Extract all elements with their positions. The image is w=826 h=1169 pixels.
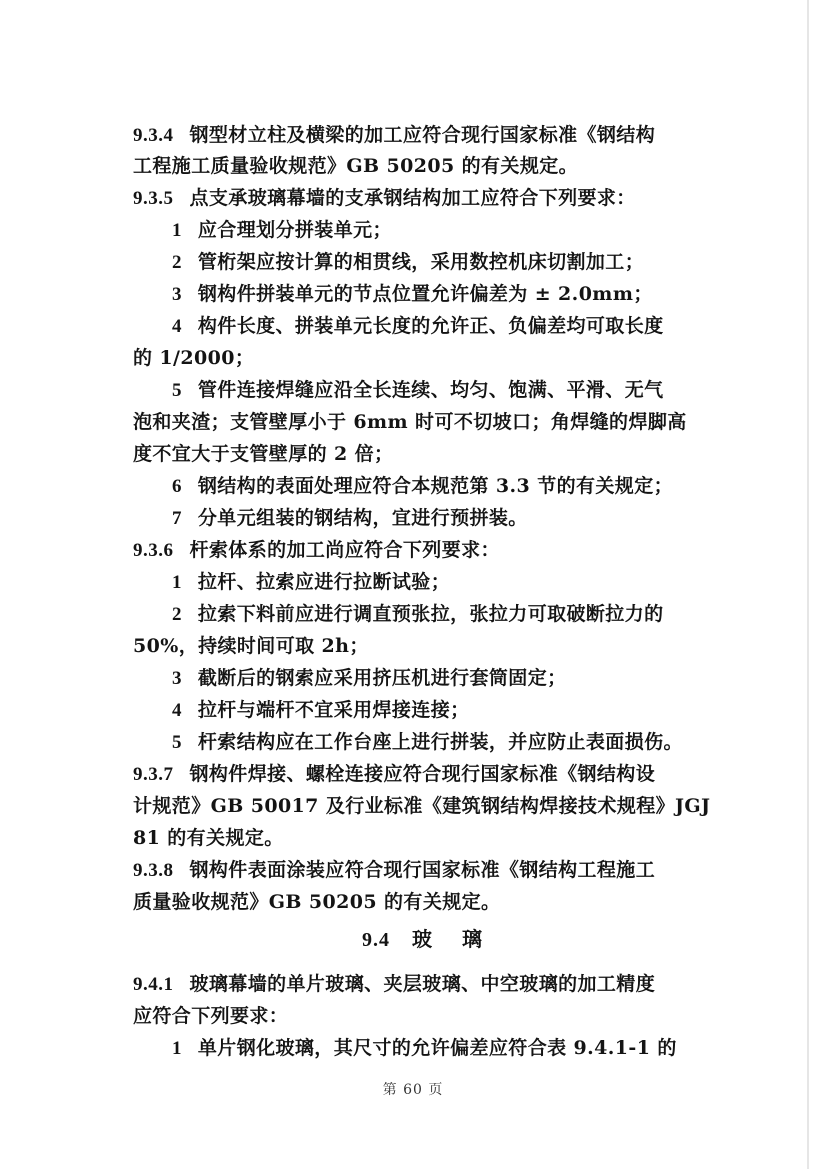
continuation-line	[0, 885, 826, 919]
item-text: 泡和夹渣；支管壁厚小于 6mm 时可不切坡口；角焊缝的焊脚高	[133, 411, 687, 433]
clause-number: 9.4.1	[133, 974, 174, 995]
item-text: 钢结构的表面处理应符合本规范第 3.3 节的有关规定；	[197, 475, 673, 497]
item-number: 1	[172, 1038, 182, 1059]
list-item	[0, 245, 826, 279]
clause-number: 9.3.7	[133, 764, 174, 785]
item-number: 3	[172, 668, 182, 689]
item-number: 3	[172, 284, 182, 305]
continuation-line	[0, 789, 826, 823]
item-number: 6	[172, 476, 182, 497]
clause-9-3-8	[0, 853, 826, 887]
item-number: 4	[172, 700, 182, 721]
continuation-line	[0, 149, 826, 183]
clause-text: 计规范》GB 50017 及行业标准《建筑钢结构焊接技术规程》JGJ	[133, 795, 711, 817]
item-text: 拉索下料前应进行调直预张拉，张拉力可取破断拉力的	[197, 603, 664, 625]
section-title: 玻璃	[412, 927, 512, 951]
clause-9-3-4	[0, 118, 826, 152]
item-text: 截断后的钢索应采用挤压机进行套筒固定；	[197, 667, 567, 689]
clause-text: 点支承玻璃幕墙的支承钢结构加工应符合下列要求：	[189, 187, 636, 209]
continuation-line	[0, 821, 826, 855]
item-number: 4	[172, 316, 182, 337]
item-number: 1	[172, 572, 182, 593]
continuation-line	[0, 999, 826, 1033]
clause-text: 钢型材立柱及横梁的加工应符合现行国家标准《钢结构	[189, 124, 656, 146]
item-text: 拉杆、拉索应进行拉断试验；	[197, 571, 451, 593]
clause-text: 杆索体系的加工尚应符合下列要求：	[189, 539, 500, 561]
section-heading	[0, 921, 826, 957]
item-number: 2	[172, 604, 182, 625]
item-text: 钢构件拼装单元的节点位置允许偏差为 ± 2.0mm；	[197, 283, 653, 305]
item-number: 7	[172, 508, 182, 529]
clause-number: 9.3.6	[133, 540, 174, 561]
clause-9-4-1	[0, 967, 826, 1001]
clause-text: 质量验收规范》GB 50205 的有关规定。	[133, 891, 501, 913]
clause-number: 9.3.4	[133, 125, 174, 146]
clause-text: 玻璃幕墙的单片玻璃、夹层玻璃、中空玻璃的加工精度	[189, 973, 656, 995]
item-number: 2	[172, 252, 182, 273]
item-text: 拉杆与端杆不宜采用焊接连接；	[197, 699, 470, 721]
clause-text: 81 的有关规定。	[133, 827, 284, 849]
clause-9-3-6	[0, 533, 826, 567]
continuation-line	[0, 405, 826, 439]
item-text: 的 1/2000；	[133, 347, 255, 369]
continuation-line	[0, 437, 826, 471]
list-item	[0, 565, 826, 599]
list-item	[0, 597, 826, 631]
item-text: 度不宜大于支管壁厚的 2 倍；	[133, 443, 394, 465]
clause-text: 工程施工质量验收规范》GB 50205 的有关规定。	[133, 155, 579, 177]
clause-text: 钢构件表面涂装应符合现行国家标准《钢结构工程施工	[189, 859, 656, 881]
continuation-line	[0, 629, 826, 663]
list-item	[0, 693, 826, 727]
list-item	[0, 469, 826, 503]
item-text: 分单元组装的钢结构，宜进行预拼装。	[197, 507, 528, 529]
item-text: 管桁架应按计算的相贯线，采用数控机床切割加工；	[197, 251, 645, 273]
item-text: 单片钢化玻璃，其尺寸的允许偏差应符合表 9.4.1-1 的	[197, 1037, 677, 1059]
item-number: 1	[172, 220, 182, 241]
item-text: 50%，持续时间可取 2h；	[133, 635, 369, 657]
clause-text: 应符合下列要求：	[133, 1005, 289, 1027]
clause-9-3-5	[0, 181, 826, 215]
list-item	[0, 309, 826, 343]
list-item	[0, 501, 826, 535]
item-text: 管件连接焊缝应沿全长连续、均匀、饱满、平滑、无气	[197, 379, 664, 401]
list-item	[0, 373, 826, 407]
continuation-line	[0, 341, 826, 375]
item-text: 杆索结构应在工作台座上进行拼装，并应防止表面损伤。	[197, 731, 683, 753]
list-item	[0, 725, 826, 759]
list-item	[0, 277, 826, 311]
clause-9-3-7	[0, 757, 826, 791]
item-text: 应合理划分拼装单元；	[197, 219, 392, 241]
item-text: 构件长度、拼装单元长度的允许正、负偏差均可取长度	[197, 315, 664, 337]
list-item	[0, 1031, 826, 1065]
clause-number: 9.3.5	[133, 188, 174, 209]
page-number: 第 60 页	[382, 1082, 444, 1098]
list-item	[0, 213, 826, 247]
list-item	[0, 661, 826, 695]
clause-number: 9.3.8	[133, 860, 174, 881]
section-number: 9.4	[362, 929, 390, 951]
clause-text: 钢构件焊接、螺栓连接应符合现行国家标准《钢结构设	[189, 763, 656, 785]
item-number: 5	[172, 732, 182, 753]
item-number: 5	[172, 380, 182, 401]
